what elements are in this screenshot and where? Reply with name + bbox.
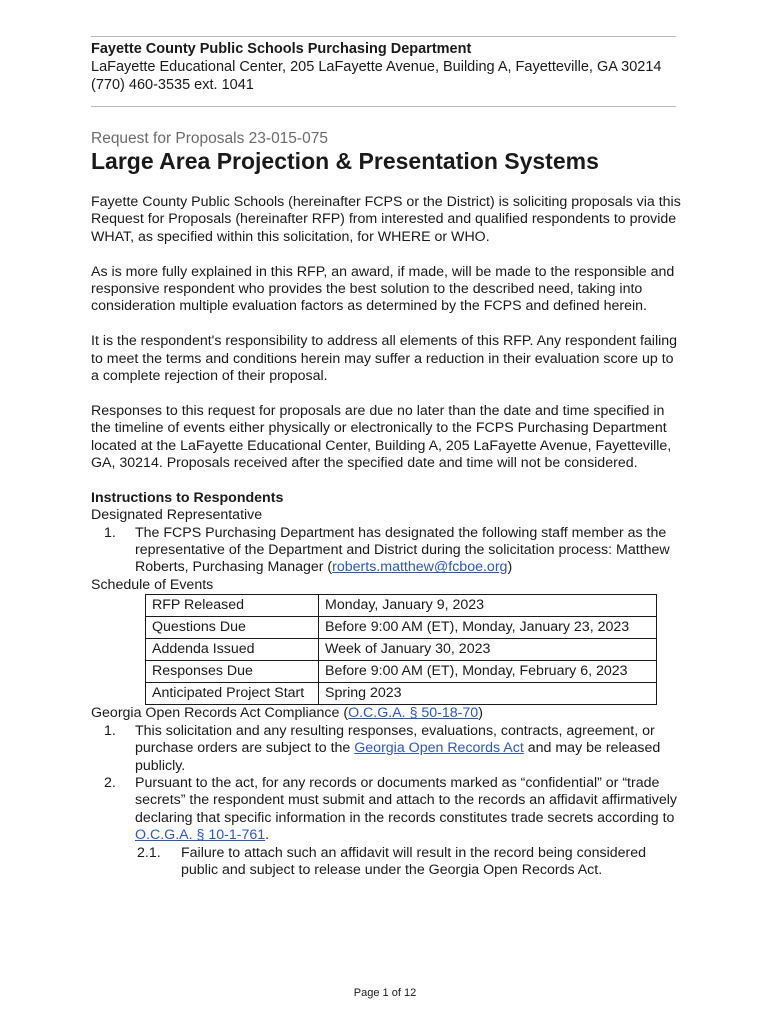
list-number: 1. bbox=[104, 524, 116, 541]
intro-paragraph: Fayette County Public Schools (hereinafter FCPS or the District) is soliciting proposals via this Request for Proposals (hereinafter RFP) from interested and qualified respondents to provide WHAT, as specified within this solicitation, for WHERE or WHO. bbox=[91, 194, 681, 245]
table-cell-event: RFP Released bbox=[146, 595, 319, 617]
table-cell-event: Addenda Issued bbox=[146, 639, 319, 661]
page-number: Page 1 of 12 bbox=[353, 987, 417, 999]
list-number: 1. bbox=[104, 722, 116, 739]
table-cell-date: Spring 2023 bbox=[319, 683, 657, 705]
ocga-50-18-70-link[interactable]: O.C.G.A. § 50-18-70 bbox=[348, 705, 479, 722]
table-cell-date: Week of January 30, 2023 bbox=[319, 639, 657, 661]
page-title: Large Area Projection & Presentation Systems bbox=[91, 148, 599, 174]
list-number: 2.1. bbox=[137, 844, 161, 861]
table-row bbox=[146, 617, 657, 639]
open-records-item-2 bbox=[91, 775, 681, 845]
deadline-paragraph: Responses to this request for proposals are due no later than the date and time specified in the timeline of events either physically or electronically to the FCPS Purchasing Department located at the LaFayette Educational Center, Building A, 205 LaFayette Avenue, Fayetteville, GA, 30214. Proposals received after the specified date and time will not be considered. bbox=[91, 402, 672, 472]
open-records-label-post: ) bbox=[478, 705, 483, 722]
table-row bbox=[146, 639, 657, 661]
schedule-label: Schedule of Events bbox=[91, 576, 214, 593]
table-cell-date: Before 9:00 AM (ET), Monday, January 23, 2023 bbox=[319, 617, 657, 639]
open-records-item-1-text-end: and may be released publicly. bbox=[135, 740, 661, 774]
document-body bbox=[91, 194, 681, 879]
rfp-number: Request for Proposals 23-015-075 bbox=[91, 130, 328, 147]
award-paragraph: As is more fully explained in this RFP, an award, if made, will be made to the responsible and responsive respondent who provides the best solution to the described need, taking into consideration multiple evaluation factors as determined by the FCPS and defined herein. bbox=[91, 263, 675, 315]
email-link[interactable]: roberts.matthew@fcboe.org bbox=[332, 559, 508, 576]
georgia-open-records-act-link[interactable]: Georgia Open Records Act bbox=[354, 740, 524, 757]
table-row bbox=[146, 661, 657, 683]
open-records-subitem-text: Failure to attach such an affidavit will result in the record being considered public and subject to release under the Georgia Open Records Act. bbox=[181, 844, 647, 878]
open-records-item-1 bbox=[91, 723, 681, 775]
org-phone: (770) 460-3535 ext. 1041 bbox=[91, 77, 254, 93]
open-records-subitem-2-1 bbox=[91, 845, 681, 880]
header-bottom-rule bbox=[91, 106, 676, 107]
designated-rep-text-end: ) bbox=[507, 559, 513, 576]
schedule-table bbox=[145, 594, 657, 705]
letterhead bbox=[91, 40, 691, 94]
designated-rep-label: Designated Representative bbox=[91, 507, 263, 524]
ocga-10-1-761-link[interactable]: O.C.G.A. § 10-1-761 bbox=[135, 827, 266, 844]
table-cell-date: Monday, January 9, 2023 bbox=[319, 595, 657, 617]
table-cell-event: Questions Due bbox=[146, 617, 319, 639]
table-cell-event: Responses Due bbox=[146, 661, 319, 683]
org-name: Fayette County Public Schools Purchasing Department bbox=[91, 41, 472, 57]
open-records-item-1-text: This solicitation and any resulting responses, evaluations, contracts, agreement, or purchase orders are subject to the bbox=[135, 722, 655, 757]
designated-rep-text: The FCPS Purchasing Department has designated the following staff member as the representative of the Department and District during the solicitation process: Matthew Roberts, Purchasing Manager ( bbox=[135, 524, 670, 576]
designated-rep-item bbox=[91, 525, 681, 577]
list-number: 2. bbox=[104, 774, 116, 791]
open-records-item-2-text-end: . bbox=[265, 827, 270, 844]
table-cell-date: Before 9:00 AM (ET), Monday, February 6, 2023 bbox=[319, 661, 657, 683]
responsibility-paragraph: It is the respondent's responsibility to address all elements of this RFP. Any respondent failing to meet the terms and conditions herein may suffer a reduction in their evaluation score up to a complete rejection of their proposal. bbox=[91, 333, 678, 385]
header-top-rule bbox=[91, 36, 676, 37]
org-address: LaFayette Educational Center, 205 LaFayette Avenue, Building A, Fayetteville, GA 30214 bbox=[91, 59, 662, 75]
instructions-heading: Instructions to Respondents bbox=[91, 489, 284, 506]
open-records-label bbox=[91, 705, 681, 722]
table-cell-event: Anticipated Project Start bbox=[146, 683, 319, 705]
table-row bbox=[146, 683, 657, 705]
table-row bbox=[146, 595, 657, 617]
open-records-label-pre: Georgia Open Records Act Compliance ( bbox=[91, 705, 349, 722]
open-records-item-2-text: Pursuant to the act, for any records or documents marked as “confidential” or “trade secrets” the respondent must submit and attach to the records an affidavit affirmatively declaring that specific information in the records constitutes trade secrets according to bbox=[135, 774, 678, 826]
